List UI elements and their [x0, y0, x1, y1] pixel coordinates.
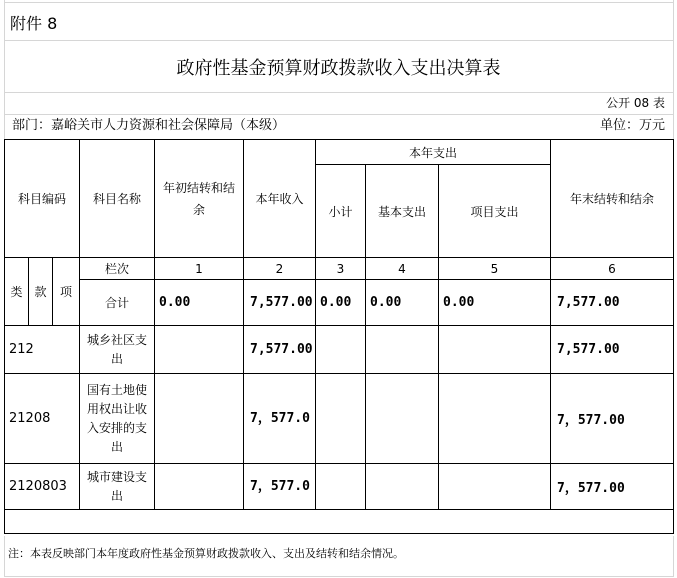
page-title: 政府性基金预算财政拨款收入支出决算表 — [176, 58, 501, 79]
header-name: 科目名称 — [80, 140, 155, 258]
row-opening-balance — [155, 326, 244, 374]
header-code: 科目编码 — [5, 140, 80, 258]
row-closing-balance: 7，577.00 — [551, 374, 674, 464]
col-index: 3 — [316, 258, 366, 280]
row-closing-balance: 7,577.00 — [551, 326, 674, 374]
header-xiang: 项 — [53, 258, 80, 326]
table-row — [5, 464, 674, 510]
grid-line — [4, 40, 674, 41]
row-subtotal — [316, 464, 366, 510]
total-closing-balance: 7,577.00 — [551, 280, 674, 326]
header-closing-balance: 年末结转和结余 — [551, 140, 674, 258]
row-code: 2120803 — [5, 464, 80, 510]
header-basic: 基本支出 — [366, 165, 439, 258]
row-income: 7，577.0 — [244, 374, 316, 464]
grid-line — [4, 576, 674, 577]
total-project: 0.00 — [439, 280, 551, 326]
total-basic: 0.00 — [366, 280, 439, 326]
header-expense-group: 本年支出 — [316, 140, 551, 165]
col-index: 1 — [155, 258, 244, 280]
row-project — [439, 374, 551, 464]
blank-cell — [5, 510, 674, 534]
header-income: 本年收入 — [244, 140, 316, 258]
department-label: 部门：嘉峪关市人力资源和社会保障局（本级） — [12, 118, 286, 133]
row-subtotal — [316, 326, 366, 374]
row-opening-balance — [155, 464, 244, 510]
table-row — [5, 326, 674, 374]
budget-table — [4, 139, 674, 534]
total-subtotal: 0.00 — [316, 280, 366, 326]
row-basic — [366, 464, 439, 510]
grid-line — [4, 2, 674, 3]
grid-line — [4, 536, 5, 576]
row-code: 21208 — [5, 374, 80, 464]
grid-line — [4, 114, 674, 115]
col-index: 6 — [551, 258, 674, 280]
header-lanci: 栏次 — [80, 258, 155, 280]
total-income: 7,577.00 — [244, 280, 316, 326]
attachment-label: 附件 8 — [10, 14, 58, 33]
total-label: 合计 — [80, 280, 155, 326]
unit-label: 单位：万元 — [599, 118, 665, 133]
col-index: 2 — [244, 258, 316, 280]
footer-note: 注：本表反映部门本年度政府性基金预算财政拨款收入、支出及结转和结余情况。 — [8, 547, 404, 560]
row-basic — [366, 326, 439, 374]
header-subtotal: 小计 — [316, 165, 366, 258]
row-opening-balance — [155, 374, 244, 464]
row-project — [439, 326, 551, 374]
row-name: 国有土地使用权出让收入安排的支出 — [80, 374, 155, 464]
header-opening-balance: 年初结转和结余 — [155, 140, 244, 258]
row-subtotal — [316, 374, 366, 464]
grid-line — [4, 92, 674, 93]
blank-row — [5, 510, 674, 534]
table-row — [5, 374, 674, 464]
row-income: 7,577.00 — [244, 326, 316, 374]
form-code: 公开 08 表 — [606, 96, 665, 110]
total-opening-balance: 0.00 — [155, 280, 244, 326]
row-income: 7，577.0 — [244, 464, 316, 510]
row-code: 212 — [5, 326, 80, 374]
col-index: 5 — [439, 258, 551, 280]
header-kuan: 款 — [29, 258, 53, 326]
row-basic — [366, 374, 439, 464]
col-index: 4 — [366, 258, 439, 280]
header-project: 项目支出 — [439, 165, 551, 258]
row-project — [439, 464, 551, 510]
row-name: 城乡社区支出 — [80, 326, 155, 374]
header-lei: 类 — [5, 258, 29, 326]
grid-line — [673, 536, 674, 576]
row-name: 城市建设支出 — [80, 464, 155, 510]
row-closing-balance: 7，577.00 — [551, 464, 674, 510]
